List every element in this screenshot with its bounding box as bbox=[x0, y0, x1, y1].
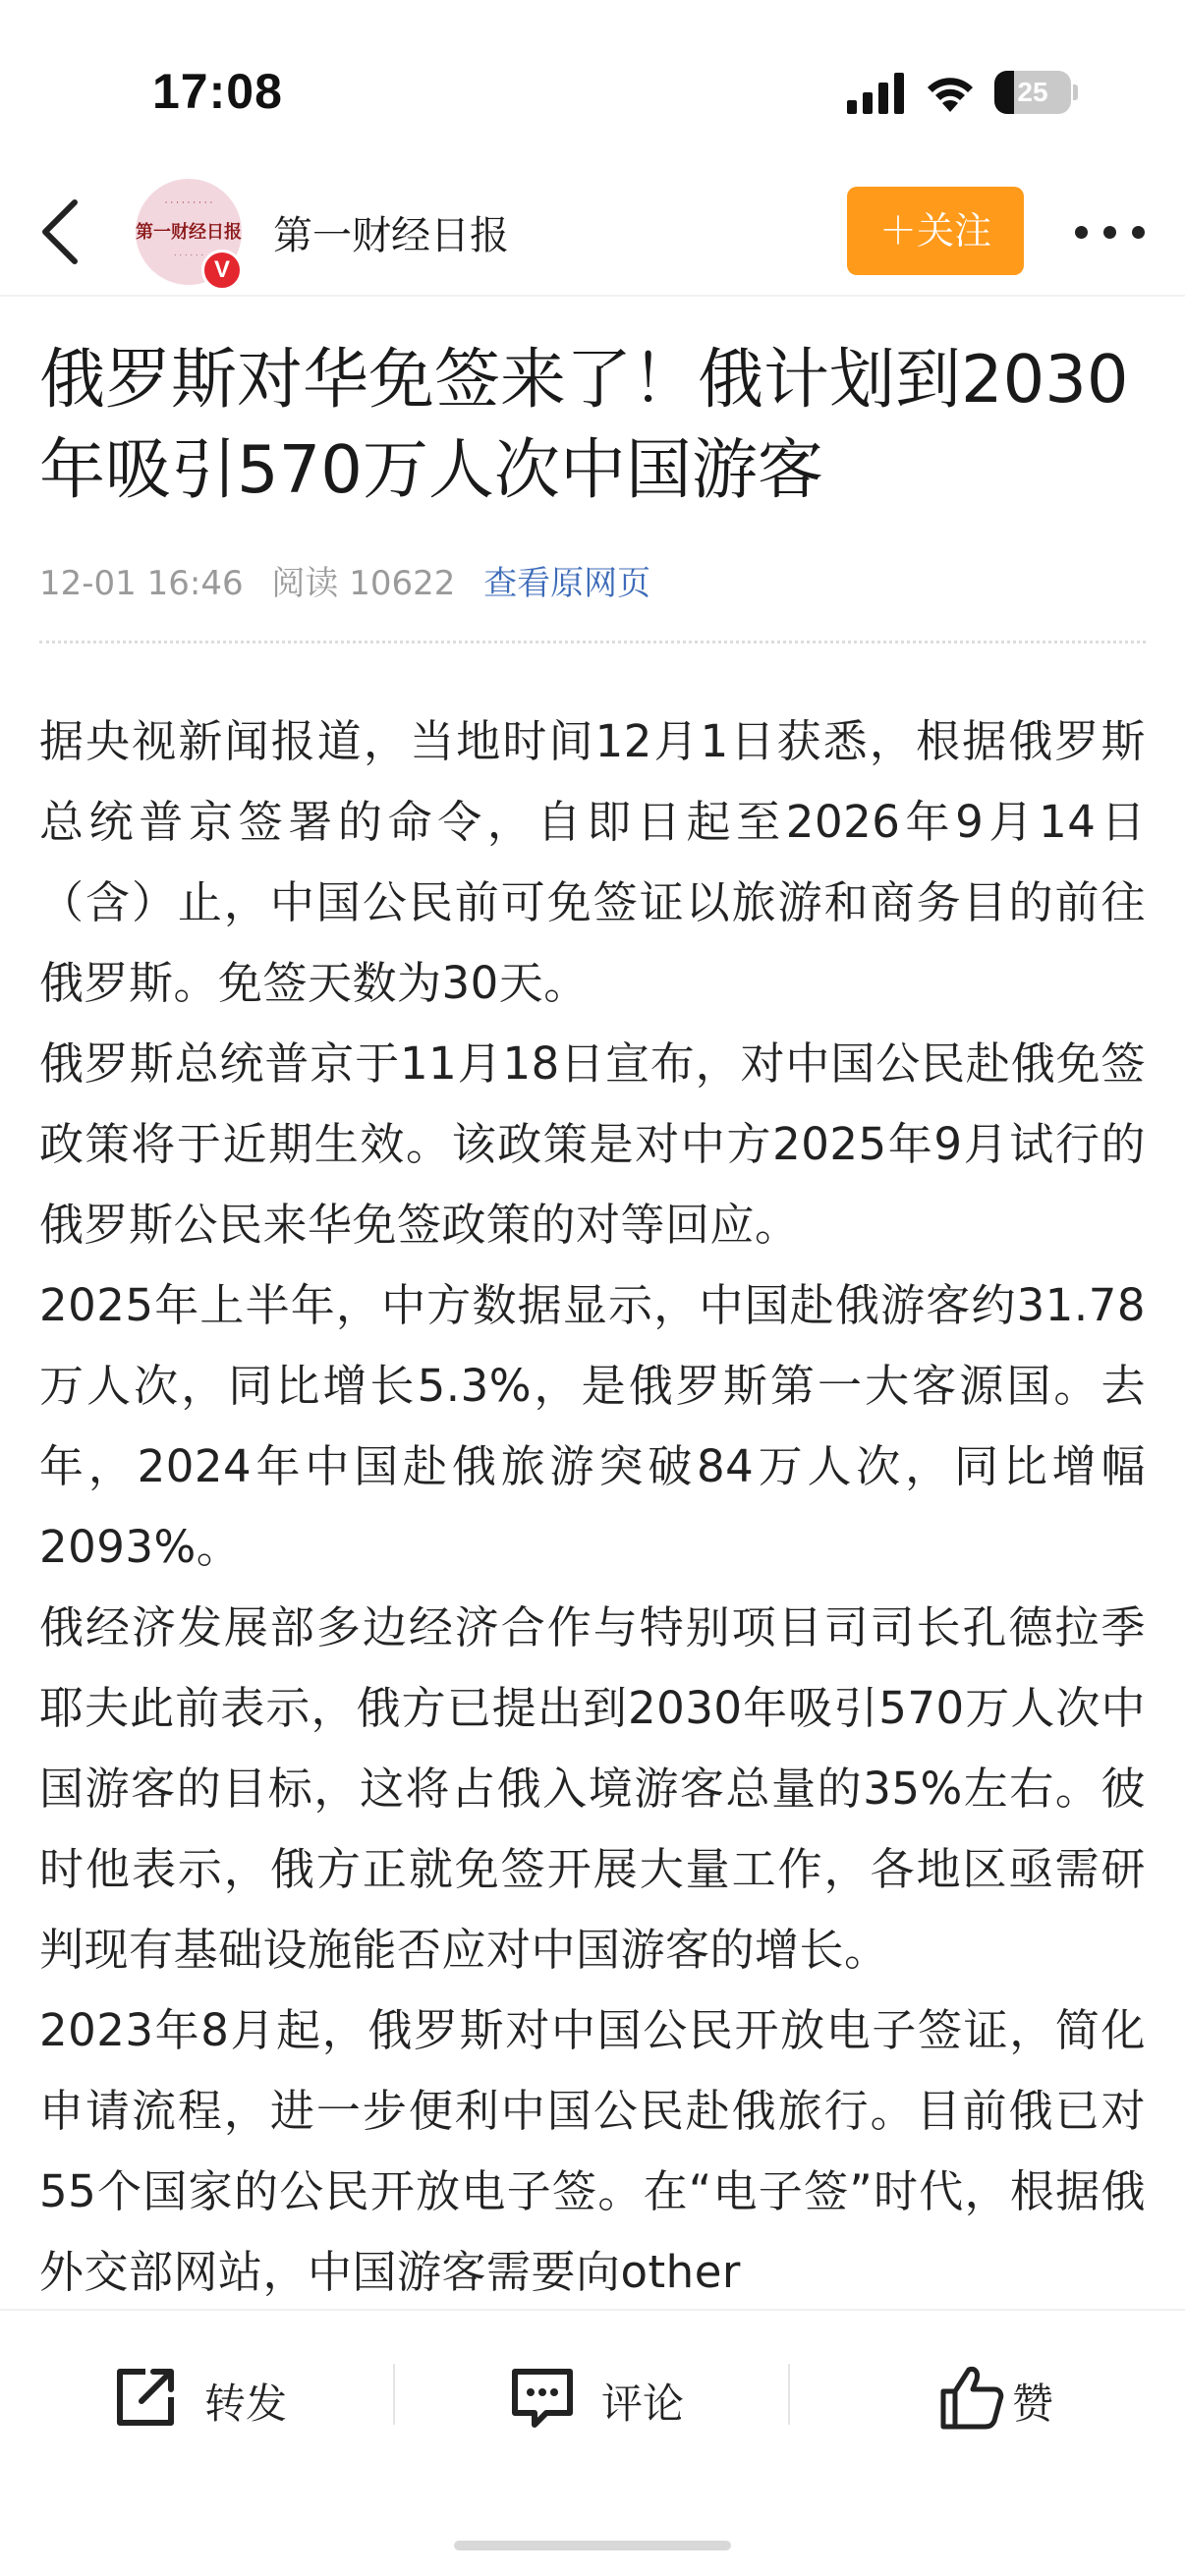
share-label: 转发 bbox=[204, 2380, 288, 2428]
article-paragraph: 俄罗斯总统普京于11月18日宣布，对中国公民赴俄免签政策将于近期生效。该政策是对中方2025年9月试行的俄罗斯公民来华免签政策的对等回应。 bbox=[39, 1037, 1146, 1251]
home-indicator bbox=[454, 2541, 731, 2550]
comment-icon bbox=[507, 2362, 578, 2433]
wifi-icon bbox=[922, 69, 979, 114]
article-meta bbox=[39, 556, 668, 603]
back-button[interactable] bbox=[28, 195, 96, 269]
view-source-link[interactable]: 查看原网页 bbox=[483, 564, 651, 603]
nav-header bbox=[0, 167, 1185, 297]
like-label: 赞 bbox=[1012, 2380, 1054, 2428]
comment-button[interactable] bbox=[507, 2356, 704, 2438]
article-paragraph: 2023年8月起，俄罗斯对中国公民开放电子签证，简化申请流程，进一步便利中国公民赴俄旅行。目前俄已对55个国家的公民开放电子签。在“电子签”时代，根据俄外交部网站，中国游客需要向other bbox=[39, 2004, 1146, 2298]
title-divider bbox=[39, 641, 1146, 644]
avatar-logo-text: 第一财经日报 bbox=[136, 222, 242, 243]
comment-label: 评论 bbox=[601, 2380, 685, 2428]
battery-level: 25 bbox=[1017, 77, 1048, 107]
more-dot-icon bbox=[1132, 226, 1145, 239]
action-separator bbox=[788, 2364, 790, 2425]
article-paragraph: 据央视新闻报道，当地时间12月1日获悉，根据俄罗斯总统普京签署的命令，自即日起至2026年9月14日（含）止，中国公民前可免签证以旅游和商务目的前往俄罗斯。免签天数为30天。 bbox=[39, 715, 1146, 1009]
article-paragraph: 2025年上半年，中方数据显示，中国赴俄游客约31.78万人次，同比增长5.3%，是俄罗斯第一大客源国。去年，2024年中国赴俄旅游突破84万人次，同比增幅2093%。 bbox=[39, 1279, 1146, 1573]
follow-button[interactable]: ＋关注 bbox=[847, 187, 1024, 275]
thumbs-up-icon bbox=[935, 2362, 1006, 2433]
like-button[interactable] bbox=[935, 2356, 1102, 2438]
verified-badge-icon: V bbox=[201, 250, 243, 291]
article-body bbox=[39, 701, 1146, 2309]
bottom-action-bar bbox=[0, 2309, 1185, 2576]
battery-icon bbox=[994, 71, 1077, 114]
avatar-decoration: · · · · · · · · · bbox=[164, 198, 213, 208]
article-title: 俄罗斯对华免签来了！俄计划到2030年吸引570万人次中国游客 bbox=[39, 341, 1129, 508]
cellular-signal-icon bbox=[847, 73, 906, 114]
more-dot-icon bbox=[1103, 226, 1116, 239]
status-time: 17:08 bbox=[152, 64, 283, 119]
share-icon bbox=[110, 2362, 181, 2433]
avatar-decoration-url: · · · · · · bbox=[173, 250, 204, 259]
publish-date: 12-01 16:46 bbox=[39, 564, 244, 603]
read-count: 阅读 10622 bbox=[271, 564, 456, 603]
status-bar bbox=[0, 0, 1185, 167]
more-dot-icon bbox=[1075, 226, 1088, 239]
share-button[interactable] bbox=[110, 2356, 307, 2438]
more-options-button[interactable] bbox=[1071, 202, 1150, 261]
account-name[interactable]: 第一财经日报 bbox=[273, 213, 509, 258]
article-paragraph: 俄经济发展部多边经济合作与特别项目司司长孔德拉季耶夫此前表示，俄方已提出到2030年吸引570万人次中国游客的目标，这将占俄入境游客总量的35%左右。彼时他表示，俄方正就免签开展大量工作，各地区亟需研判现有基础设施能否应对中国游客的增长。 bbox=[39, 1601, 1146, 1976]
action-separator bbox=[393, 2364, 395, 2425]
